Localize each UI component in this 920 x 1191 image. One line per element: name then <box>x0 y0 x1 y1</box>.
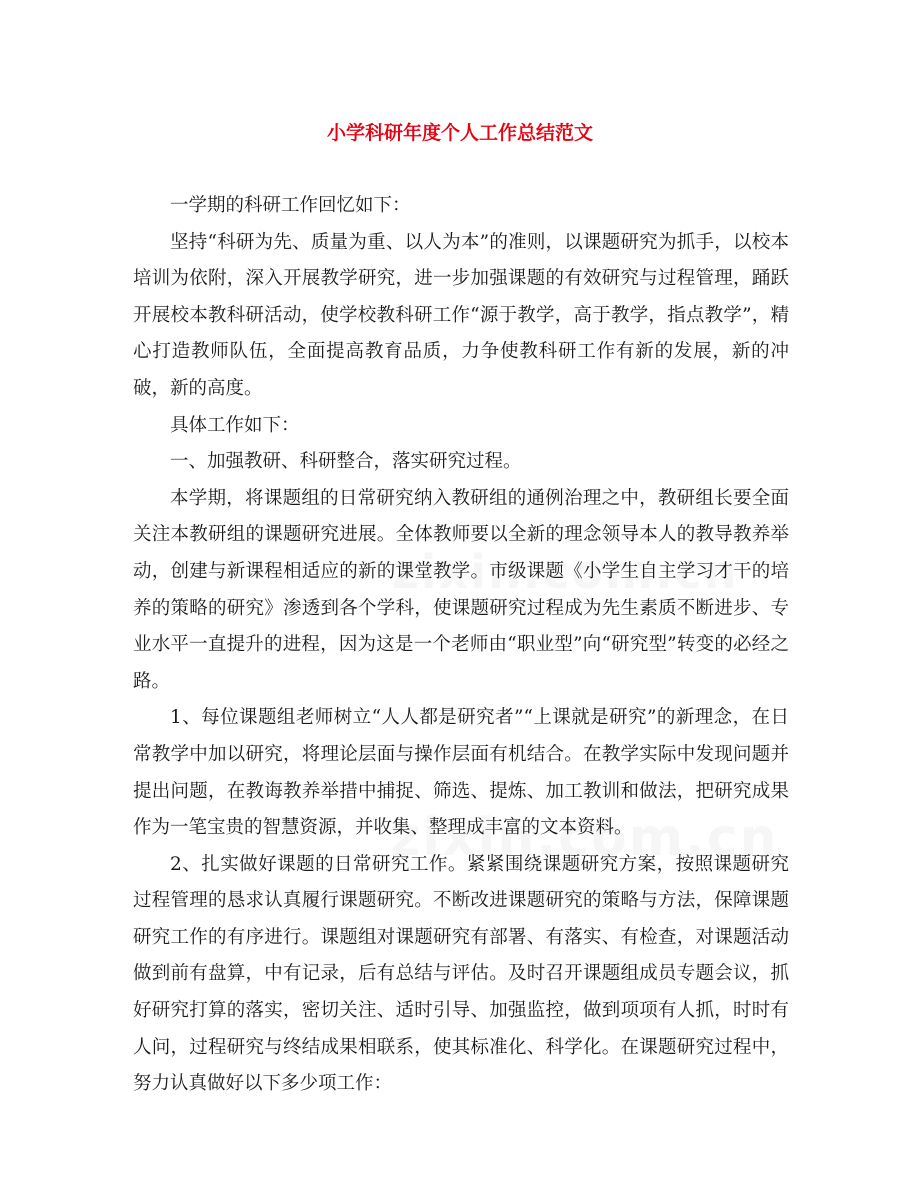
paragraph-intro: 一学期的科研工作回忆如下： <box>170 195 411 216</box>
document-title: 小学科研年度个人工作总结范文 <box>326 122 593 144</box>
section-heading-1: 一、加强教研、科研整合，落实研究过程。 <box>170 451 522 473</box>
paragraph-work-heading: 具体工作如下： <box>170 414 300 436</box>
list-item-2: 2、扎实做好课题的日常研究工作。紧紧围绕课题研究方案，按照课题研究过程管理的恳求认真履行课题研究。不断改进课题研究的策略与方法，保障课题研究工作的有序进行。课题组对课题研究有部署、有落实、有检查，对课题活动做到前有盘算，中有记录，后有总结与评估。及时召开课题组成员专题会议，抓好研究打算的落实，密切关注、适时引导、加强监控，做到项项有人抓，时时有人问，过程研究与终结成果相联系，使其标准化、科学化。在课题研究过程中，努力认真做好以下多少项工作： <box>133 853 789 1095</box>
list-item-1: 1、每位课题组老师树立“人人都是研究者”“上课就是研究”的新理念，在日常教学中加以研究，将理论层面与操作层面有机结合。在教学实际中发现问题并提出问题，在教诲教养举措中捕捉、筛选、提炼、加工教训和做法，把研究成果作为一笔宝贵的智慧资源，并收集、整理成丰富的文本资料。 <box>133 707 789 839</box>
paragraph-semester: 本学期，将课题组的日常研究纳入教研组的通例治理之中，教研组长要全面关注本教研组的课题研究进展。全体教师要以全新的理念领导本人的教导教养举动，创建与新课程相适应的新的课堂教学。市级课题《小学生自主学习才干的培养的策略的研究》渗透到各个学科，使课题研究过程成为先生素质不断进步、专业水平一直提升的进程，因为这是一个老师由“职业型”向“研究型”转变的必经之路。 <box>133 487 789 692</box>
document-body <box>133 188 789 1103</box>
paragraph-principle: 坚持“科研为先、质量为重、以人为本”的准则，以课题研究为抓手，以校本培训为依附，深入开展教学研究，进一步加强课题的有效研究与过程管理，踊跃开展校本教科研活动，使学校教科研工作“源于教学，高于教学，指点教学”，精心打造教师队伍，全面提高教育品质，力争使教科研工作有新的发展，新的冲破，新的高度。 <box>133 231 789 399</box>
